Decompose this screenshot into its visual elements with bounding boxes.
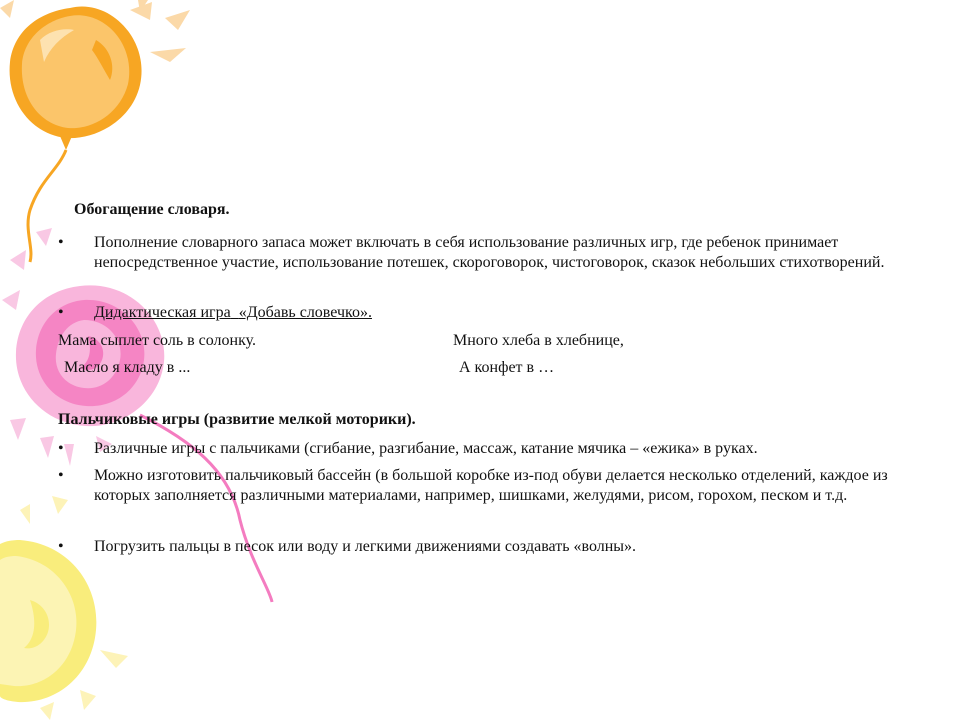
bullet-text: Можно изготовить пальчиковый бассейн (в большой коробке из-под обуви делается несколько отделений, каждое из которых заполняется различными материалами, например, шишками, желудями, рисом, горохом, песком и т.д. <box>94 467 888 504</box>
bullet-icon: • <box>58 304 64 321</box>
bullet-text: Пополнение словарного запаса может включать в себя использование различных игр, где ребенок принимает непосредственное участие, использование потешек, скороговорок, чистоговорок, сказок небольших стихотворений. <box>94 234 885 271</box>
bullet-icon: • <box>58 467 64 484</box>
poem-left-2: Масло я кладу в ... <box>64 359 191 376</box>
bullet-icon: • <box>58 440 64 457</box>
poem-left-1: Мама сыплет соль в солонку. <box>58 332 257 349</box>
poem-right-1: Много хлеба в хлебнице, <box>453 332 624 349</box>
bullet-text: Различные игры с пальчиками (сгибание, разгибание, массаж, катание мячика – «ежика» в руках. <box>94 440 758 457</box>
vocabulary-heading: Обогащение словаря. <box>74 201 230 218</box>
didactic-game-text <box>94 303 904 323</box>
bullet-icon: • <box>58 234 64 251</box>
didactic-game-label: Дидактическая игра <box>94 304 231 321</box>
bullet-icon: • <box>58 538 64 555</box>
poem-right-2: А конфет в … <box>459 359 555 376</box>
finger-games-heading: Пальчиковые игры (развитие мелкой моторики). <box>58 411 416 428</box>
bullet-text: Погрузить пальцы в песок или воду и легкими движениями создавать «волны». <box>94 538 637 555</box>
didactic-game-name: «Добавь словечко». <box>238 304 372 321</box>
